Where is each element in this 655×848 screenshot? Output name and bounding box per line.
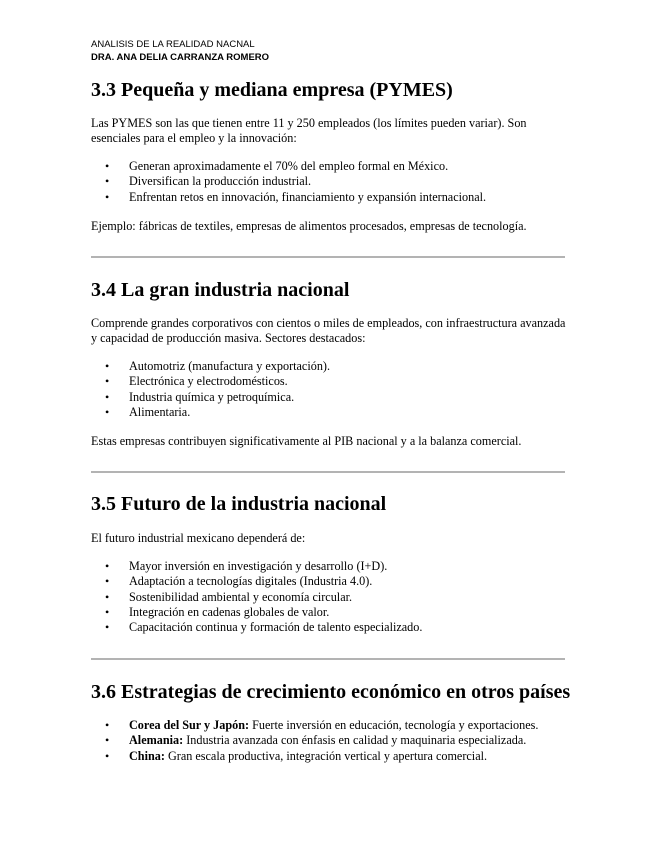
- paragraph: Comprende grandes corporativos con cientos o miles de empleados, con infraestructura avanzada y capacidad de producción masiva. Sectores destacados:: [91, 316, 566, 346]
- section-title: 3.6 Estrategias de crecimiento económico en otros países: [91, 681, 571, 703]
- section-estrategias: [91, 680, 571, 704]
- country-text: Industria avanzada con énfasis en calidad y maquinaria especializada.: [183, 733, 527, 748]
- list-item: • Integración en cadenas globales de valor.: [91, 605, 571, 620]
- estrategias-list: [91, 718, 571, 764]
- country-label: Alemania:: [129, 733, 184, 748]
- list-item: • Industria química y petroquímica.: [91, 390, 571, 405]
- header-course: ANALISIS DE LA REALIDAD NACNAL: [91, 39, 255, 50]
- section-futuro: [91, 492, 571, 516]
- paragraph: Ejemplo: fábricas de textiles, empresas de alimentos procesados, empresas de tecnología.: [91, 219, 527, 233]
- pymes-body: [91, 116, 571, 147]
- list-item: • Generan aproximadamente el 70% del empleo formal en México.: [91, 159, 571, 174]
- list-item: • Capacitación continua y formación de talento especializado.: [91, 620, 571, 635]
- country-label: China:: [129, 748, 165, 763]
- list-item: • Adaptación a tecnologías digitales (Industria 4.0).: [91, 574, 571, 589]
- list-item: [91, 733, 571, 748]
- paragraph: El futuro industrial mexicano dependerá de:: [91, 531, 306, 545]
- list-item: • Sostenibilidad ambiental y economía circular.: [91, 590, 571, 605]
- gran-industria-closing: [91, 434, 571, 449]
- list-item: • Automotriz (manufactura y exportación).: [91, 359, 571, 374]
- page-header: [91, 38, 269, 64]
- section-gran-industria: [91, 278, 571, 302]
- futuro-list: [91, 559, 571, 635]
- pymes-example: [91, 219, 571, 234]
- list-item: • Diversifican la producción industrial.: [91, 174, 571, 189]
- country-text: Fuerte inversión en educación, tecnología y exportaciones.: [249, 718, 539, 732]
- section-title: 3.3 Pequeña y mediana empresa (PYMES): [91, 79, 453, 101]
- gran-industria-body: [91, 316, 571, 347]
- paragraph: Estas empresas contribuyen significativamente al PIB nacional y a la balanza comercial.: [91, 434, 522, 448]
- paragraph: Las PYMES son las que tienen entre 11 y 250 empleados (los límites pueden variar). Son esenciales para el empleo y la innovación:: [91, 116, 527, 146]
- divider: [91, 256, 565, 258]
- gran-industria-list: [91, 359, 571, 420]
- country-text: Gran escala productiva, integración vertical y apertura comercial.: [164, 748, 488, 763]
- futuro-body: [91, 531, 571, 546]
- divider: [91, 658, 565, 660]
- header-author: DRA. ANA DELIA CARRANZA ROMERO: [91, 52, 270, 63]
- country-label: Corea del Sur y Japón:: [129, 718, 250, 732]
- list-item: • Electrónica y electrodomésticos.: [91, 374, 571, 389]
- section-title: 3.4 La gran industria nacional: [91, 279, 350, 301]
- list-item: [91, 749, 571, 764]
- list-item: • Alimentaria.: [91, 405, 571, 420]
- section-title: 3.5 Futuro de la industria nacional: [91, 493, 387, 515]
- divider: [91, 471, 565, 473]
- list-item: • Enfrentan retos en innovación, financiamiento y expansión internacional.: [91, 190, 571, 205]
- list-item: • Mayor inversión en investigación y desarrollo (I+D).: [91, 559, 571, 574]
- section-pymes: [91, 78, 571, 102]
- list-item: [91, 718, 571, 733]
- pymes-list: [91, 159, 571, 205]
